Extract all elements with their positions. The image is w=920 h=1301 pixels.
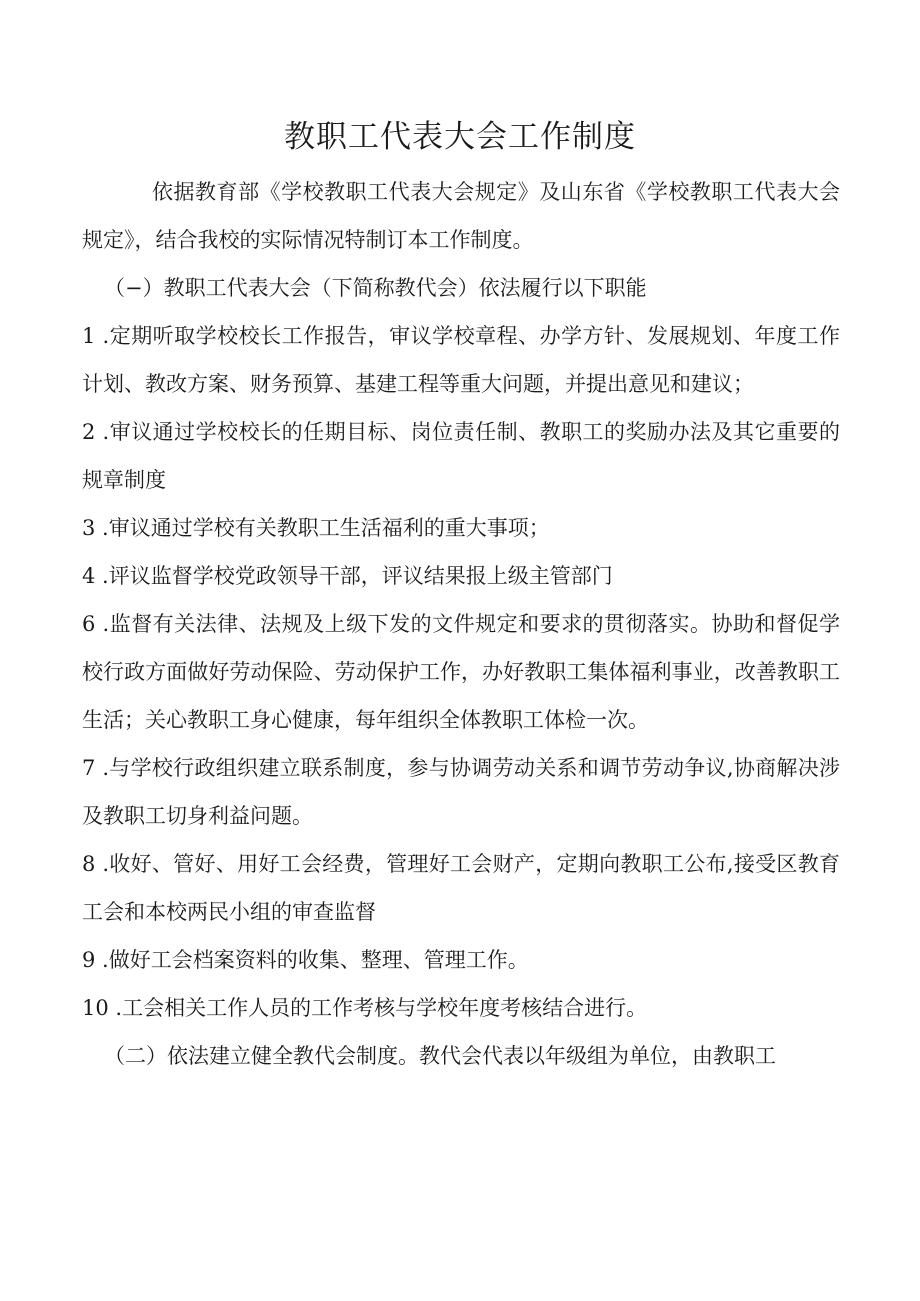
list-item: 6 .监督有关法律、法规及上级下发的文件规定和要求的贯彻落实。协助和督促学校行政方面做好劳动保险、劳动保护工作，办好教职工集体福利事业，改善教职工生活；关心教职工身心健康，每年组织全体教职工体检一次。 xyxy=(82,612,840,732)
document-body xyxy=(82,168,840,1080)
list-item: 7 .与学校行政组织建立联系制度，参与协调劳动关系和调节劳动争议,协商解决涉及教职工切身利益问题。 xyxy=(82,756,840,828)
section-heading-1: （−）教职工代表大会（下简称教代会）依法履行以下职能 xyxy=(104,276,647,300)
list-item: 10 .工会相关工作人员的工作考核与学校年度考核结合进行。 xyxy=(82,996,648,1020)
section-paragraph-2: （二）依法建立健全教代会制度。教代会代表以年级组为单位，由教职工 xyxy=(104,1044,776,1068)
list-item: 8 .收好、管好、用好工会经费，管理好工会财产，定期向教职工公布,接受区教育工会和本校两民小组的审查监督 xyxy=(82,852,840,924)
document-title: 教职工代表大会工作制度 xyxy=(284,119,636,155)
list-item: 3 .审议通过学校有关教职工生活福利的重大事项； xyxy=(82,516,550,540)
list-item: 2 .审议通过学校校长的任期目标、岗位责任制、教职工的奖励办法及其它重要的规章制度 xyxy=(82,420,840,492)
list-item: 9 .做好工会档案资料的收集、整理、管理工作。 xyxy=(82,948,529,972)
list-item: 4 .评议监督学校党政领导干部，评议结果报上级主管部门 xyxy=(82,564,613,588)
list-item: 1 .定期听取学校校长工作报告，审议学校章程、办学方针、发展规划、年度工作计划、教改方案、财务预算、基建工程等重大问题，并提出意见和建议； xyxy=(82,324,840,396)
intro-paragraph: 依据教育部《学校教职工代表大会规定》及山东省《学校教职工代表大会规定》，结合我校的实际情况特制订本工作制度。 xyxy=(82,180,840,252)
